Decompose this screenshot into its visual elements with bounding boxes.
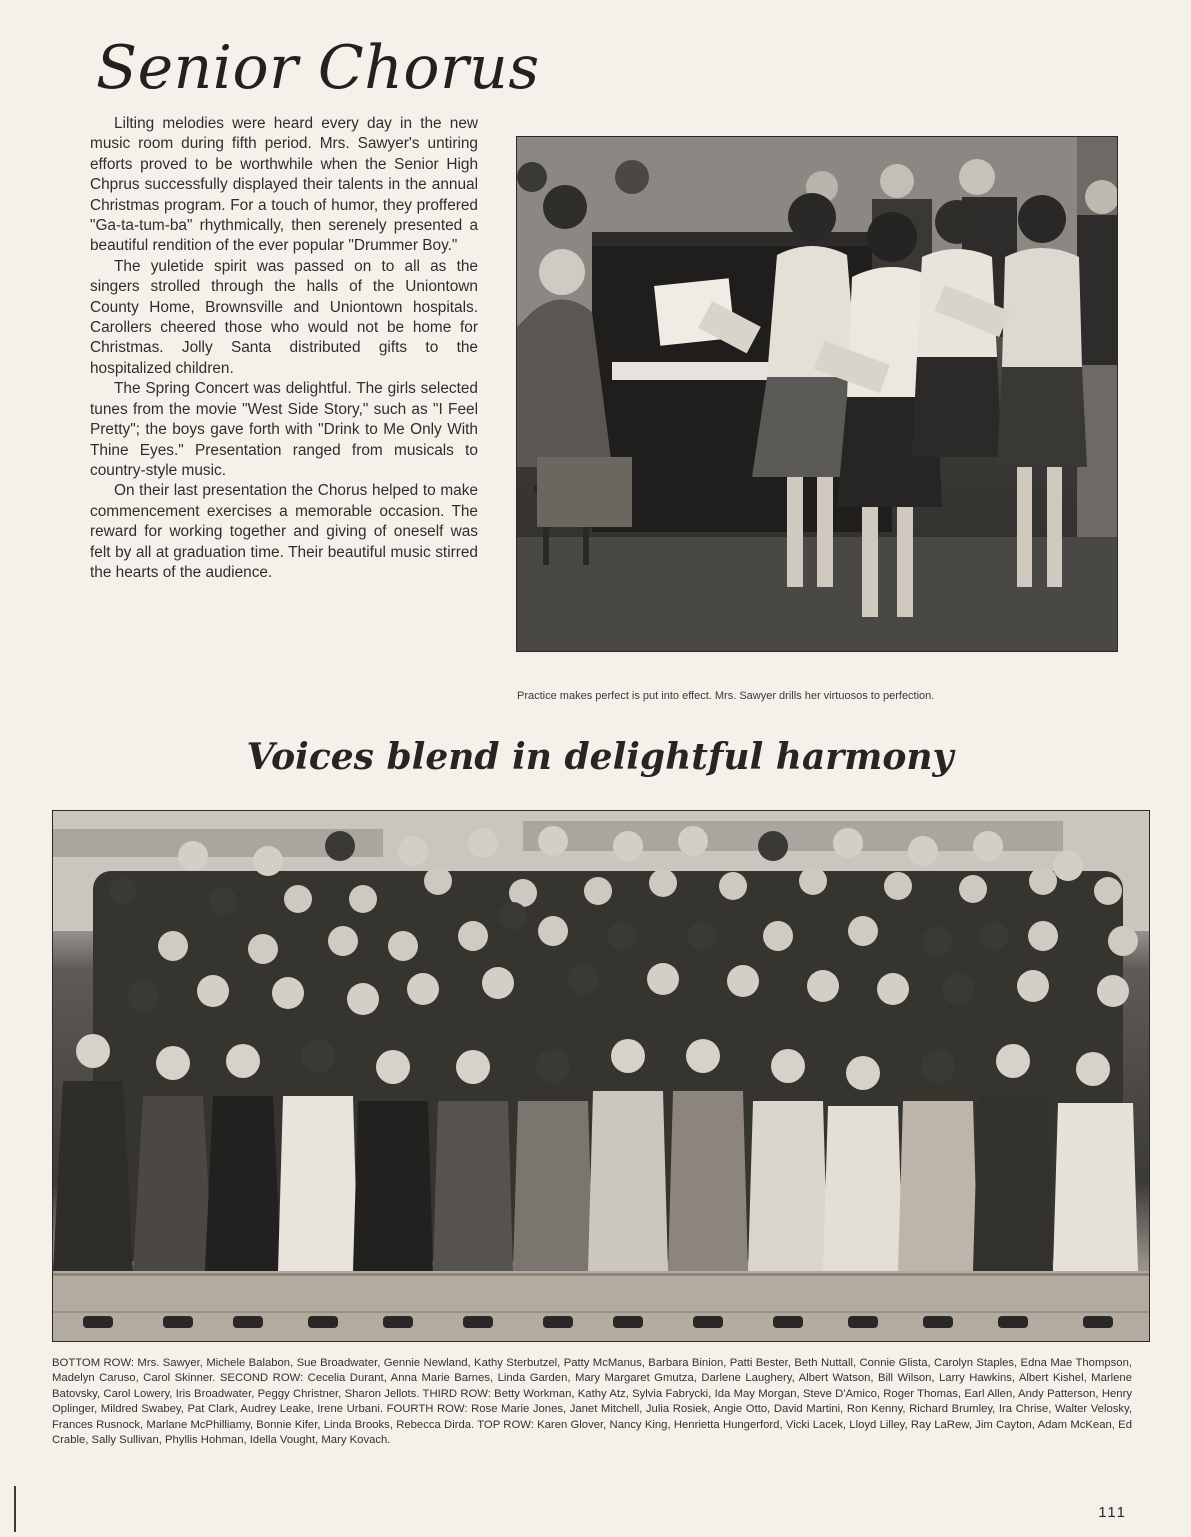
page-edge-line	[14, 1486, 16, 1532]
page-title: Senior Chorus	[96, 33, 540, 103]
section-subtitle: Voices blend in delightful harmony	[246, 736, 954, 778]
names-caption: BOTTOM ROW: Mrs. Sawyer, Michele Balabon, Sue Broadwater, Gennie Newland, Kathy Sterbutzel, Patty McManus, Barbara Binion, Patti Bester, Beth Nuttall, Connie Glista, Carolyn Staples, Edna Mae Thompson, Madelyn Caruso, Carol Skinner. SECOND ROW: Cecelia Durant, Anna Marie Barnes, Linda Garden, Mary Margaret Gmutza, Darlene Laughery, Albert Watson, Bill Wilson, Larry Hawkins, Albert Kishel, Marlene Batovsky, Carol Lowery, Iris Broadwater, Peggy Christner, Sharon Jellots. THIRD ROW: Betty Workman, Kathy Atz, Sylvia Fabrycki, Ida May Morgan, Steve D'Amico, Roger Thomas, Earl Allen, Andy Patterson, Henry Oplinger, Mildred Swabey, Pat Clark, Audrey Leake, Irene Urbani. FOURTH ROW: Rose Marie Jones, Janet Mitchell, Julia Rosiek, Angie Otto, David Martini, Ron Kenny, Richard Brumley, Ira Chrise, Walter Velosky, Frances Rusnock, Marlane McPhilliamy, Bonnie Kifer, Linda Brooks, Rebecca Dirda. TOP ROW: Karen Glover, Nancy King, Henrietta Hungerford, Vicki Lacek, Lloyd Lilley, Ray LaRew, Jim Cayton, Adam McKean, Ed Crable, Sally Sullivan, Phyllis Hohman, Idella Vought, Mary Kovach.	[52, 1357, 1132, 1447]
page-number: 111	[1098, 1504, 1127, 1521]
group-photo-illustration	[53, 811, 1149, 1341]
paragraph-2: The yuletide spirit was passed on to all as the singers strolled through the halls of the Uniontown County Home, Brownsville and Uniontown hospitals. Carollers cheered those who would not be home for Christmas. Jolly Santa distributed gifts to the hospitalized children.	[90, 257, 478, 377]
photo-caption: Practice makes perfect is put into effect. Mrs. Sawyer drills her virtuosos to perfection.	[517, 690, 935, 702]
paragraph-3: The Spring Concert was delightful. The girls selected tunes from the movie "West Side Story," such as "I Feel Pretty"; the boys gave forth with "Drink to Me Only With Thine Eyes." Presentation ranged from musicals to country-style music.	[90, 380, 478, 479]
group-photo	[52, 810, 1150, 1342]
paragraph-4: On their last presentation the Chorus helped to make commencement exercises a memorable occasion. The reward for working together and giving of oneself was felt by all at graduation time. Their beautiful music stirred the hearts of the audience.	[90, 482, 478, 581]
article-text	[90, 114, 478, 583]
rehearsal-photo	[516, 136, 1118, 652]
paragraph-1: Lilting melodies were heard every day in the new music room during fifth period. Mrs. Sawyer's untiring efforts proved to be worthwhile when the Senior High Chprus successfully displayed their talents in the annual Christmas program. For a touch of humor, they proffered "Ga-ta-tum-ba" rhythmically, then serenely presented a beautiful rendition of the ever popular "Drummer Boy."	[90, 115, 478, 255]
rehearsal-photo-illustration	[517, 137, 1117, 651]
